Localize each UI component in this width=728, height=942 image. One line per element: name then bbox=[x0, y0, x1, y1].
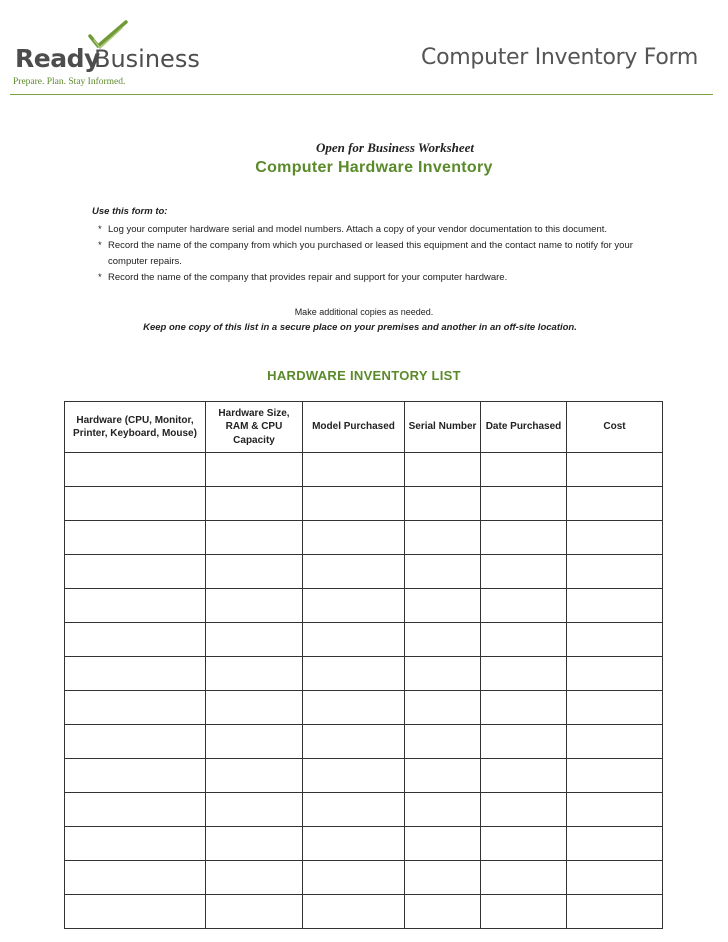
table-row bbox=[65, 759, 663, 793]
copies-note: Make additional copies as needed. bbox=[294, 307, 434, 317]
table-cell[interactable] bbox=[405, 691, 481, 725]
table-cell[interactable] bbox=[206, 487, 303, 521]
table-cell[interactable] bbox=[567, 657, 663, 691]
table-row bbox=[65, 895, 663, 929]
table-cell[interactable] bbox=[481, 521, 567, 555]
table-cell[interactable] bbox=[303, 895, 405, 929]
table-cell[interactable] bbox=[567, 861, 663, 895]
table-cell[interactable] bbox=[206, 521, 303, 555]
table-cell[interactable] bbox=[481, 555, 567, 589]
column-header-size: Hardware Size, RAM & CPU Capacity bbox=[206, 402, 303, 453]
table-cell[interactable] bbox=[405, 589, 481, 623]
table-row bbox=[65, 793, 663, 827]
inventory-list-title: HARDWARE INVENTORY LIST bbox=[267, 368, 461, 383]
table-cell[interactable] bbox=[567, 623, 663, 657]
table-cell[interactable] bbox=[303, 827, 405, 861]
table-cell[interactable] bbox=[481, 589, 567, 623]
header-divider bbox=[10, 94, 713, 95]
table-cell[interactable] bbox=[206, 555, 303, 589]
table-cell[interactable] bbox=[303, 691, 405, 725]
table-cell[interactable] bbox=[65, 521, 206, 555]
table-cell[interactable] bbox=[481, 725, 567, 759]
table-cell[interactable] bbox=[65, 725, 206, 759]
column-header-serial: Serial Number bbox=[405, 402, 481, 453]
table-cell[interactable] bbox=[65, 691, 206, 725]
table-cell[interactable] bbox=[303, 487, 405, 521]
table-cell[interactable] bbox=[405, 555, 481, 589]
table-cell[interactable] bbox=[206, 759, 303, 793]
table-row bbox=[65, 861, 663, 895]
table-cell[interactable] bbox=[405, 793, 481, 827]
table-cell[interactable] bbox=[481, 827, 567, 861]
table-cell[interactable] bbox=[567, 453, 663, 487]
table-cell[interactable] bbox=[567, 895, 663, 929]
table-cell[interactable] bbox=[206, 827, 303, 861]
table-row bbox=[65, 589, 663, 623]
table-cell[interactable] bbox=[567, 691, 663, 725]
table-cell[interactable] bbox=[206, 793, 303, 827]
table-header-row bbox=[65, 402, 663, 453]
table-cell[interactable] bbox=[206, 691, 303, 725]
table-row bbox=[65, 657, 663, 691]
table-cell[interactable] bbox=[405, 861, 481, 895]
table-cell[interactable] bbox=[567, 725, 663, 759]
table-cell[interactable] bbox=[206, 895, 303, 929]
table-cell[interactable] bbox=[567, 793, 663, 827]
table-cell[interactable] bbox=[303, 521, 405, 555]
table-row bbox=[65, 453, 663, 487]
list-item: * Record the name of the company from which you purchased or leased this equipment and the contact name to notify for your computer repairs. bbox=[98, 240, 633, 267]
table-cell[interactable] bbox=[481, 861, 567, 895]
table-cell[interactable] bbox=[206, 623, 303, 657]
table-cell[interactable] bbox=[303, 657, 405, 691]
table-cell[interactable] bbox=[65, 827, 206, 861]
column-header-model: Model Purchased bbox=[303, 402, 405, 453]
table-cell[interactable] bbox=[65, 657, 206, 691]
table-cell[interactable] bbox=[303, 453, 405, 487]
table-cell[interactable] bbox=[65, 895, 206, 929]
column-header-date: Date Purchased bbox=[481, 402, 567, 453]
table-row bbox=[65, 521, 663, 555]
table-cell[interactable] bbox=[65, 759, 206, 793]
table-cell[interactable] bbox=[303, 589, 405, 623]
table-cell[interactable] bbox=[567, 521, 663, 555]
table-cell[interactable] bbox=[567, 589, 663, 623]
table-cell[interactable] bbox=[405, 453, 481, 487]
table-cell[interactable] bbox=[481, 657, 567, 691]
table-cell[interactable] bbox=[65, 589, 206, 623]
table-row bbox=[65, 623, 663, 657]
logo-tagline: Prepare. Plan. Stay Informed. bbox=[13, 77, 126, 87]
table-cell[interactable] bbox=[481, 895, 567, 929]
logo-business-text: Business bbox=[94, 45, 200, 73]
table-cell[interactable] bbox=[303, 759, 405, 793]
table-cell[interactable] bbox=[65, 623, 206, 657]
table-cell[interactable] bbox=[65, 487, 206, 521]
table-cell[interactable] bbox=[481, 793, 567, 827]
table-cell[interactable] bbox=[567, 555, 663, 589]
table-cell[interactable] bbox=[206, 657, 303, 691]
table-cell[interactable] bbox=[405, 487, 481, 521]
form-title: Computer Inventory Form bbox=[421, 45, 698, 70]
table-cell[interactable] bbox=[206, 453, 303, 487]
column-header-cost: Cost bbox=[567, 402, 663, 453]
hardware-inventory-table bbox=[64, 401, 663, 929]
table-row bbox=[65, 487, 663, 521]
table-cell[interactable] bbox=[65, 555, 206, 589]
page-title: Computer Hardware Inventory bbox=[255, 159, 493, 176]
table-cell[interactable] bbox=[481, 487, 567, 521]
table-cell[interactable] bbox=[206, 861, 303, 895]
table-cell[interactable] bbox=[567, 759, 663, 793]
table-cell[interactable] bbox=[405, 623, 481, 657]
list-item: * Log your computer hardware serial and model numbers. Attach a copy of your vendor documentation to this document. bbox=[98, 224, 608, 235]
table-cell[interactable] bbox=[405, 657, 481, 691]
table-cell[interactable] bbox=[405, 759, 481, 793]
table-cell[interactable] bbox=[65, 453, 206, 487]
table-cell[interactable] bbox=[206, 725, 303, 759]
table-cell[interactable] bbox=[206, 589, 303, 623]
table-row bbox=[65, 555, 663, 589]
table-cell[interactable] bbox=[481, 623, 567, 657]
column-header-hardware: Hardware (CPU, Monitor, Printer, Keyboard, Mouse) bbox=[65, 402, 206, 453]
table-cell[interactable] bbox=[405, 895, 481, 929]
table-cell[interactable] bbox=[303, 623, 405, 657]
table-cell[interactable] bbox=[65, 861, 206, 895]
table-cell[interactable] bbox=[405, 521, 481, 555]
table-cell[interactable] bbox=[405, 725, 481, 759]
table-cell[interactable] bbox=[481, 759, 567, 793]
use-form-label: Use this form to: bbox=[92, 206, 168, 217]
table-cell[interactable] bbox=[405, 827, 481, 861]
table-cell[interactable] bbox=[567, 487, 663, 521]
table-cell[interactable] bbox=[481, 453, 567, 487]
table-row bbox=[65, 691, 663, 725]
logo-ready-text: Ready bbox=[15, 44, 100, 73]
table-cell[interactable] bbox=[567, 827, 663, 861]
table-row bbox=[65, 827, 663, 861]
worksheet-subtitle: Open for Business Worksheet bbox=[315, 140, 475, 155]
table-cell[interactable] bbox=[303, 725, 405, 759]
table-cell[interactable] bbox=[65, 793, 206, 827]
instructions-list bbox=[98, 222, 658, 286]
table-cell[interactable] bbox=[303, 861, 405, 895]
table-body bbox=[65, 453, 663, 929]
table-cell[interactable] bbox=[303, 793, 405, 827]
table-cell[interactable] bbox=[481, 691, 567, 725]
table-row bbox=[65, 725, 663, 759]
list-item: * Record the name of the company that provides repair and support for your computer hardware. bbox=[98, 272, 508, 283]
storage-note: Keep one copy of this list in a secure place on your premises and another in an off-site location. bbox=[143, 322, 577, 333]
table-cell[interactable] bbox=[303, 555, 405, 589]
